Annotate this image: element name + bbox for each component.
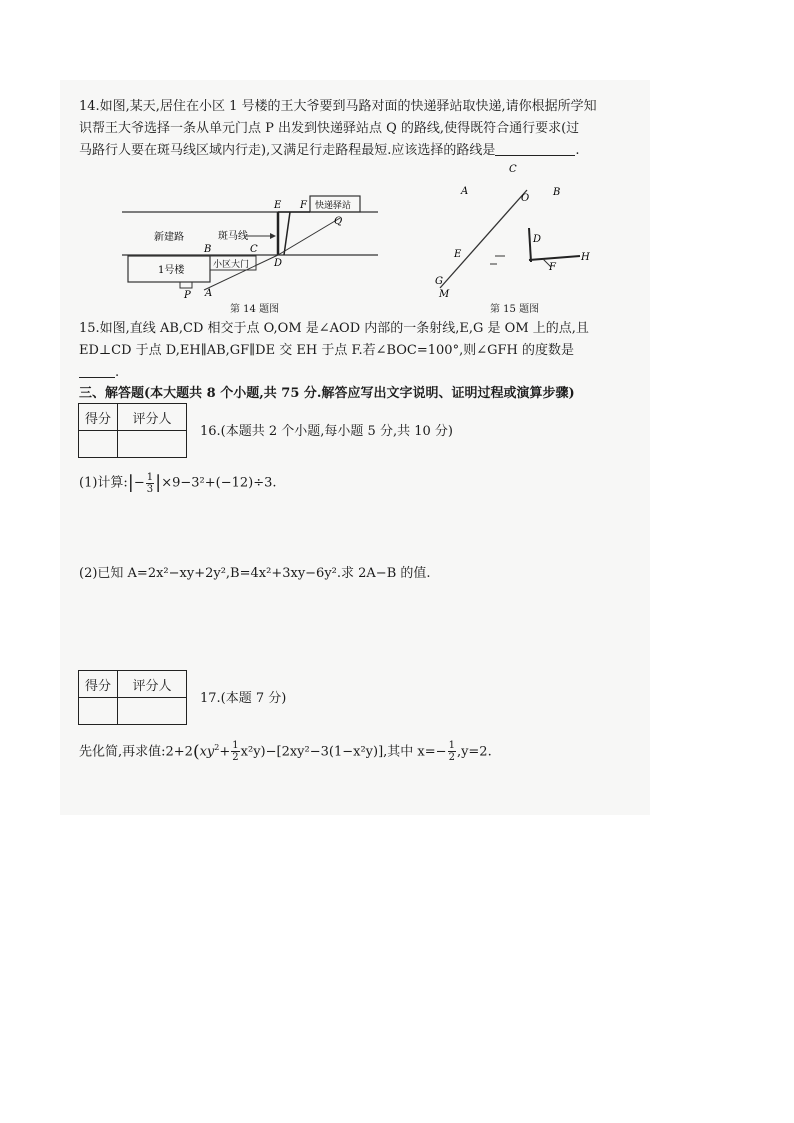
q16-header: 16.(本题共 2 个小题,每小题 5 分,共 10 分) (200, 424, 453, 439)
answer-blank[interactable] (79, 363, 115, 378)
fig15-point-B: B (553, 187, 561, 198)
score-label: 得分 (79, 671, 118, 698)
fig15-point-O: O (521, 193, 530, 204)
figure-15 (425, 160, 605, 300)
fig15-caption: 第 15 题图 (490, 304, 540, 315)
fig14-road-label: 新建路 (154, 232, 184, 243)
fraction: $\frac{1}{3}$ (146, 471, 154, 495)
fig14-point-Q: Q (334, 216, 343, 227)
fig15-point-G: G (435, 276, 443, 287)
fig14-point-B: B (204, 244, 212, 255)
fig15-point-F: F (549, 262, 556, 273)
fraction: $\frac{1}{2}$ (448, 740, 455, 764)
fig15-point-H: H (581, 252, 590, 263)
fig14-point-D: D (274, 258, 283, 269)
fig14-gate-label: 小区大门 (213, 260, 250, 270)
fig15-point-D: D (533, 234, 542, 245)
fig14-station-label: 快递驿站 (315, 201, 352, 211)
score-box-17 (78, 670, 187, 725)
grader-cell[interactable] (118, 431, 187, 458)
fig14-building-label: 1号楼 (158, 265, 185, 276)
score-label: 得分 (79, 404, 118, 431)
q14-line3: 马路行人要在斑马线区域内行走),又满足行走路程最短.应该选择的路线是 . (79, 143, 580, 158)
fig14-point-C: C (250, 244, 258, 255)
q14-line1: 14.如图,某天,居住在小区 1 号楼的王大爷要到马路对面的快递驿站取快递,请你根据所学知 (79, 99, 597, 114)
answer-blank[interactable] (495, 141, 575, 156)
fig14-caption: 第 14 题图 (230, 304, 280, 315)
fig14-point-P: P (184, 290, 191, 301)
section3-title: 三、解答题(本大题共 8 个小题,共 75 分.解答应写出文字说明、证明过程或演算步骤) (79, 386, 575, 401)
q15-line1: 15.如图,直线 AB,CD 相交于点 O,OM 是∠AOD 内部的一条射线,E,G 是 OM 上的点,且 (79, 321, 589, 336)
score-box-16 (78, 403, 187, 458)
fig15-point-A: A (461, 186, 469, 197)
q15-line2: ED⊥CD 于点 D,EH∥AB,GF∥DE 交 EH 于点 F.若∠BOC=100°,则∠GFH 的度数是 (79, 343, 574, 358)
fig15-point-M: M (439, 289, 450, 300)
fig14-point-A: A (205, 288, 213, 299)
q17-header: 17.(本题 7 分) (200, 691, 287, 706)
q15-answer: . (79, 362, 119, 383)
fig14-point-E: E (274, 200, 282, 211)
fig15-point-E: E (454, 249, 462, 260)
score-cell[interactable] (79, 431, 118, 458)
figure-14 (120, 190, 380, 310)
grader-label: 评分人 (118, 404, 187, 431)
grader-cell[interactable] (118, 698, 187, 725)
fig14-zebra-label: 斑马线 (218, 231, 248, 242)
q17-body: 先化简,再求值$:2+2(xy^2+$ $\frac{1}{2}$ x²y)−[2xy²−3(1−x²y)],其中 x=− $\frac{1}{2}$ ,y=2. (79, 740, 492, 764)
q14-line2: 识帮王大爷选择一条从单元门点 P 出发到快递驿站点 Q 的路线,使得既符合通行要求(过 (79, 121, 580, 136)
grader-label: 评分人 (118, 671, 187, 698)
q16-part1: (1)计算:|− $\frac{1}{3}$ |×9−3²+(−12)÷3. (79, 471, 277, 495)
q16-part2: (2)已知 A=2x²−xy+2y²,B=4x²+3xy−6y².求 2A−B 的值. (79, 566, 431, 581)
fraction: $\frac{1}{2}$ (232, 740, 239, 764)
score-cell[interactable] (79, 698, 118, 725)
fig14-point-F: F (300, 200, 307, 211)
fig15-point-C: C (509, 164, 517, 175)
